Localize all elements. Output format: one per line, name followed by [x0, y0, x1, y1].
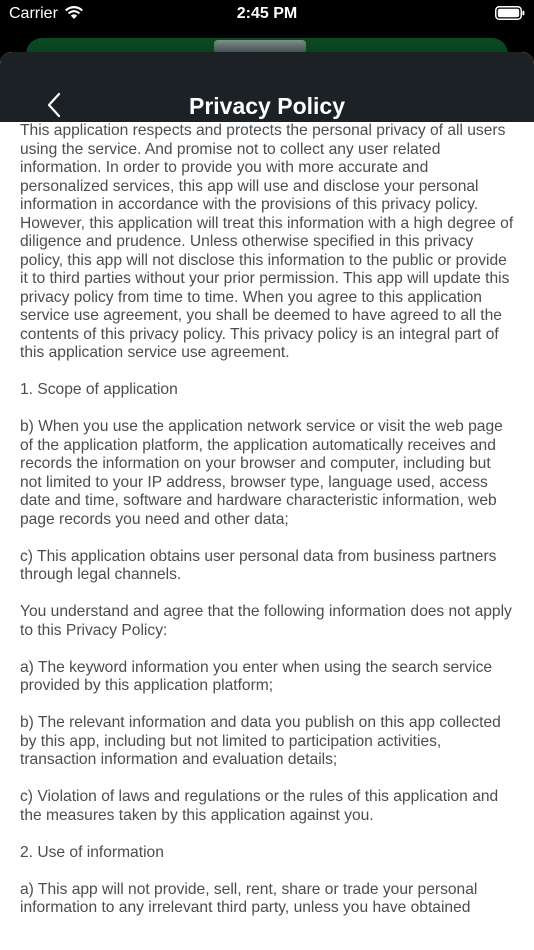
- battery-icon: [495, 6, 525, 20]
- use-heading: 2. Use of information: [20, 843, 164, 861]
- navigation-bar: [0, 52, 534, 122]
- scope-item-c: c) This application obtains user personal data from business partners through legal channels.: [20, 547, 497, 583]
- privacy-policy-sheet: [0, 52, 534, 950]
- carrier-label: Carrier: [9, 5, 58, 22]
- clock: 2:45 PM: [236, 5, 298, 22]
- scope-item-b: b) When you use the application network service or visit the web page of the application platform, the application automatically receives and records the information on your browser and computer, including but not limited to your IP address, browser type, language used, access date and time, software and hardware characteristic information, web page records you need and other data;: [20, 418, 503, 528]
- exclusions-intro: You understand and agree that the following information does not apply to this Privacy Policy:: [20, 603, 512, 639]
- exclusion-item-c: c) Violation of laws and regulations or the rules of this application and the measures taken by this application against you.: [20, 788, 499, 824]
- policy-text: [20, 122, 516, 936]
- exclusion-item-a: a) The keyword information you enter when using the search service provided by this application platform;: [20, 658, 493, 694]
- exclusion-item-b: b) The relevant information and data you publish on this app collected by this app, including but not limited to participation activities, transaction information and evaluation details;: [20, 714, 501, 768]
- policy-intro-paragraph: This application respects and protects the personal privacy of all users using the service. And promise not to collect any user related information. In order to provide you with more accurate and personalized services, this app will use and disclose your personal information in accordance with the provisions of this privacy policy. However, this application will treat this information with a high degree of diligence and prudence. Unless otherwise specified in this privacy policy, this app will not disclose this information to the public or provide it to third parties without your prior permission. This app will update this privacy policy from time to time. When you agree to this application service use agreement, you shall be deemed to have agreed to all the contents of this privacy policy. This privacy policy is an integral part of this application service use agreement.: [20, 122, 514, 361]
- status-bar: [0, 0, 534, 30]
- scope-heading: 1. Scope of application: [20, 381, 178, 398]
- page-title: Privacy Policy: [189, 93, 345, 119]
- use-item-a: a) This app will not provide, sell, rent, share or trade your personal information to any irrelevant third party, unless you have obtained: [20, 880, 478, 916]
